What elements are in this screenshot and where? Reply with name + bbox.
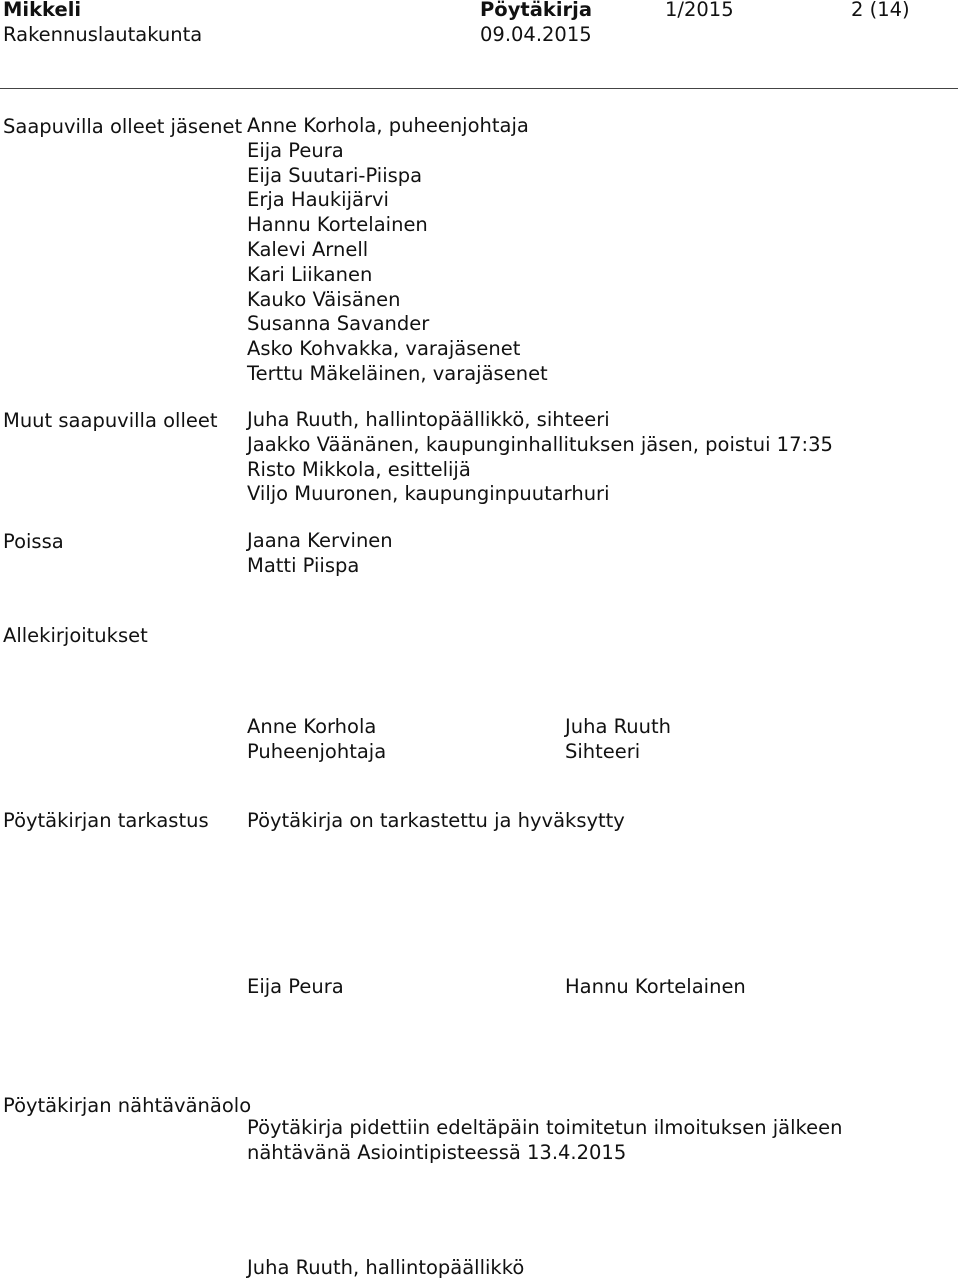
others-list	[247, 408, 833, 507]
other-attendee-name: Risto Mikkola, esittelijä	[247, 457, 471, 481]
member-name: Asko Kohvakka, varajäsenet	[247, 337, 521, 361]
member-name: Eija Peura	[247, 138, 344, 162]
signer1-role: Puheenjohtaja	[247, 740, 387, 763]
signer2-name: Juha Ruuth	[565, 715, 672, 738]
absent-member-name: Matti Piispa	[247, 553, 360, 577]
other-attendee-name: Jaakko Väänänen, kaupunginhallituksen jäsen, poistui 17:35	[247, 432, 833, 456]
member-name: Erja Haukijärvi	[247, 188, 389, 212]
absent-member-name: Jaana Kervinen	[247, 529, 393, 552]
signer2-role: Sihteeri	[565, 740, 641, 763]
member-name: Eija Suutari-Piispa	[247, 163, 423, 187]
reviewer2-name: Hannu Kortelainen	[565, 975, 746, 998]
absent-list	[247, 529, 393, 579]
reviewer1-name: Eija Peura	[247, 975, 344, 998]
other-attendee-name: Juha Ruuth, hallintopäällikkö, sihteeri	[247, 408, 610, 431]
committee-name: Rakennuslautakunta	[3, 23, 203, 46]
header-divider	[0, 88, 958, 89]
member-name: Anne Korhola, puheenjohtaja	[247, 114, 529, 137]
member-name: Terttu Mäkeläinen, varajäsenet	[247, 361, 548, 385]
signer1-name: Anne Korhola	[247, 715, 377, 738]
display-label: Pöytäkirjan nähtävänäolo	[3, 1094, 252, 1117]
display-line-2: nähtävänä Asiointipisteessä 13.4.2015	[247, 1141, 627, 1164]
org-name: Mikkeli	[3, 0, 82, 21]
member-name: Kauko Väisänen	[247, 287, 401, 311]
member-name: Susanna Savander	[247, 312, 430, 336]
signatures-label: Allekirjoitukset	[3, 624, 148, 647]
page-number: 2 (14)	[851, 0, 910, 21]
display-line-1: Pöytäkirja pidettiin edeltäpäin toimitetun ilmoituksen jälkeen	[247, 1116, 843, 1139]
other-attendee-name: Viljo Muuronen, kaupunginpuutarhuri	[247, 482, 610, 506]
doc-number: 1/2015	[665, 0, 734, 21]
absent-label: Poissa	[3, 530, 64, 553]
doc-type: Pöytäkirja	[480, 0, 592, 21]
members-list	[247, 114, 548, 387]
member-name: Kalevi Arnell	[247, 237, 369, 261]
review-text: Pöytäkirja on tarkastettu ja hyväksytty	[247, 809, 625, 832]
review-label: Pöytäkirjan tarkastus	[3, 809, 209, 832]
meeting-date: 09.04.2015	[480, 23, 592, 46]
others-label: Muut saapuvilla olleet	[3, 409, 218, 432]
display-signer: Juha Ruuth, hallintopäällikkö	[247, 1256, 525, 1279]
member-name: Kari Liikanen	[247, 262, 373, 286]
member-name: Hannu Kortelainen	[247, 213, 428, 237]
members-label: Saapuvilla olleet jäsenet	[3, 115, 243, 138]
